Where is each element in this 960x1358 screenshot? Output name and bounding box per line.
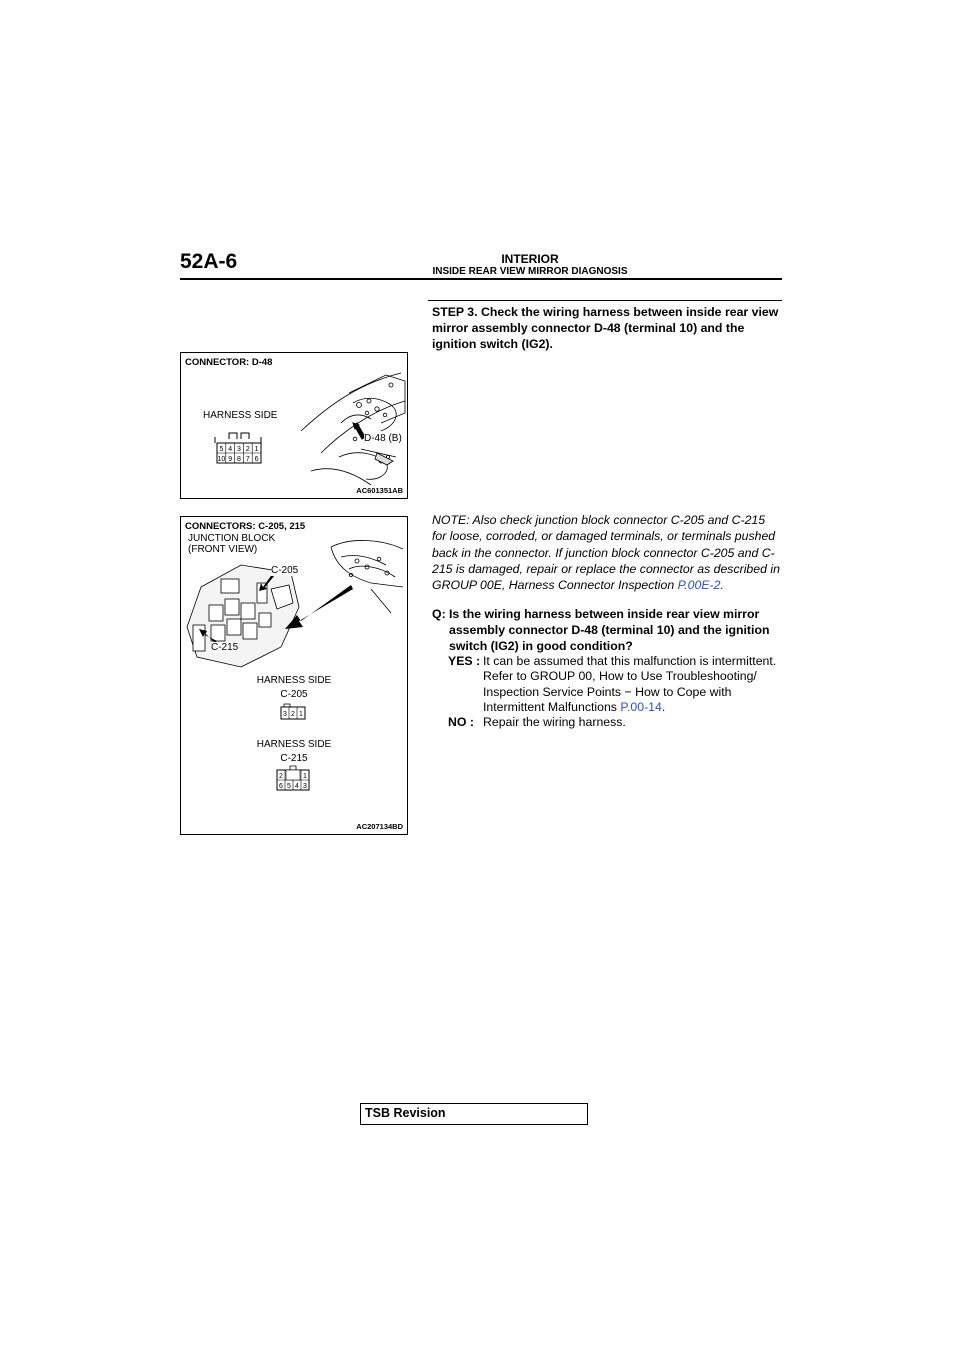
figure-connectors-c205-c215: [180, 516, 408, 835]
c215-pin-6: 6: [279, 783, 283, 790]
section-code: 52A-6: [180, 250, 238, 273]
figure-connector-d48: [180, 352, 408, 499]
dashboard-sketch: [331, 540, 403, 613]
tsb-revision-label: TSB Revision: [365, 1106, 446, 1120]
d48-pin-1: 1: [254, 446, 259, 453]
c215-pin-5: 5: [287, 783, 291, 790]
d48-pin-8: 8: [237, 456, 241, 463]
answer-yes-end: .: [661, 700, 666, 715]
answer-yes-link[interactable]: P.00-14: [620, 700, 662, 715]
d48-pin-3: 3: [237, 446, 241, 453]
note-link[interactable]: P.00E-2: [677, 578, 721, 593]
figure1-title: CONNECTOR: D-48: [185, 357, 273, 368]
answer-yes-body: It can be assumed that this malfunction is intermittent. Refer to GROUP 00, How to Use Troubleshooting/ Inspection Service Points − How to Cope with Intermittent Malfunctions: [483, 654, 777, 715]
c215-pin-3: 3: [303, 783, 307, 790]
c205-connector-label: C-205: [280, 689, 308, 700]
answer-no-text: Repair the wiring harness.: [483, 715, 626, 729]
d48-pin-10: 10: [217, 456, 226, 463]
c205-pin-3: 3: [283, 711, 287, 718]
figure2-title: CONNECTORS: C-205, 215: [185, 521, 306, 532]
figure1-harness-label: HARNESS SIDE: [203, 410, 278, 421]
d48-pin-4: 4: [228, 446, 233, 453]
answer-yes-text: [483, 654, 783, 716]
header-rule: [180, 278, 782, 280]
tsb-revision-box: [360, 1103, 588, 1125]
junction-block: [187, 565, 299, 667]
c215-pin-1: 1: [303, 773, 307, 780]
c215-pin-2: 2: [279, 773, 283, 780]
c215-callout: C-215: [211, 642, 239, 653]
figure2-code: AC207134BD: [356, 822, 403, 831]
answer-no-label: NO :: [448, 715, 474, 729]
step-heading: STEP 3. Check the wiring harness between inside rear view mirror assembly connector D-48 (terminal 10) and the ignition switch (IG2).: [432, 305, 779, 351]
c215-pin-4: 4: [295, 783, 299, 790]
c205-pin-2: 2: [291, 711, 295, 718]
figure1-code: AC601351AB: [356, 486, 403, 495]
answer-yes-label: YES :: [448, 654, 481, 668]
d48-pin-5: 5: [219, 446, 224, 453]
c205-pin-1: 1: [299, 711, 303, 718]
c205-pin-labels: [283, 711, 303, 718]
c215-harness-label: HARNESS SIDE: [256, 739, 332, 750]
d48-vehicle-sketch: [301, 373, 405, 485]
note-end: .: [720, 578, 724, 593]
note-paragraph: [432, 512, 782, 593]
question-text: Is the wiring harness between inside rear view mirror assembly connector D-48 (terminal 10) and the ignition switch (IG2) in good condition?: [449, 607, 770, 653]
d48-pin-7: 7: [245, 456, 250, 463]
c205-callout: C-205: [271, 565, 299, 576]
note-text: NOTE: Also check junction block connector C-205 and C-215 for loose, corroded, or damaged terminals, or terminals pushed back in the connector. If junction block connector C-205 and C-215 is damaged, repair or replace the connector as described in GROUP 00E, Harness Connector Inspection: [432, 513, 780, 593]
figure1-drawing: [181, 353, 407, 498]
figure1-connector-callout: D-48 (B): [364, 433, 402, 444]
d48-pin-6: 6: [254, 456, 259, 463]
c215-connector-label: C-215: [280, 753, 308, 764]
c205-harness-label: HARNESS SIDE: [256, 675, 332, 686]
step-rule: [428, 300, 782, 301]
page-subtitle: INSIDE REAR VIEW MIRROR DIAGNOSIS: [432, 266, 628, 277]
figure2-junction-label: JUNCTION BLOCK: [188, 533, 276, 544]
d48-pin-2: 2: [245, 446, 250, 453]
d48-pin-9: 9: [228, 456, 233, 463]
figure2-junction-view: (FRONT VIEW): [188, 544, 258, 555]
page-title: INTERIOR: [501, 252, 559, 266]
question-label: Q:: [432, 607, 446, 621]
